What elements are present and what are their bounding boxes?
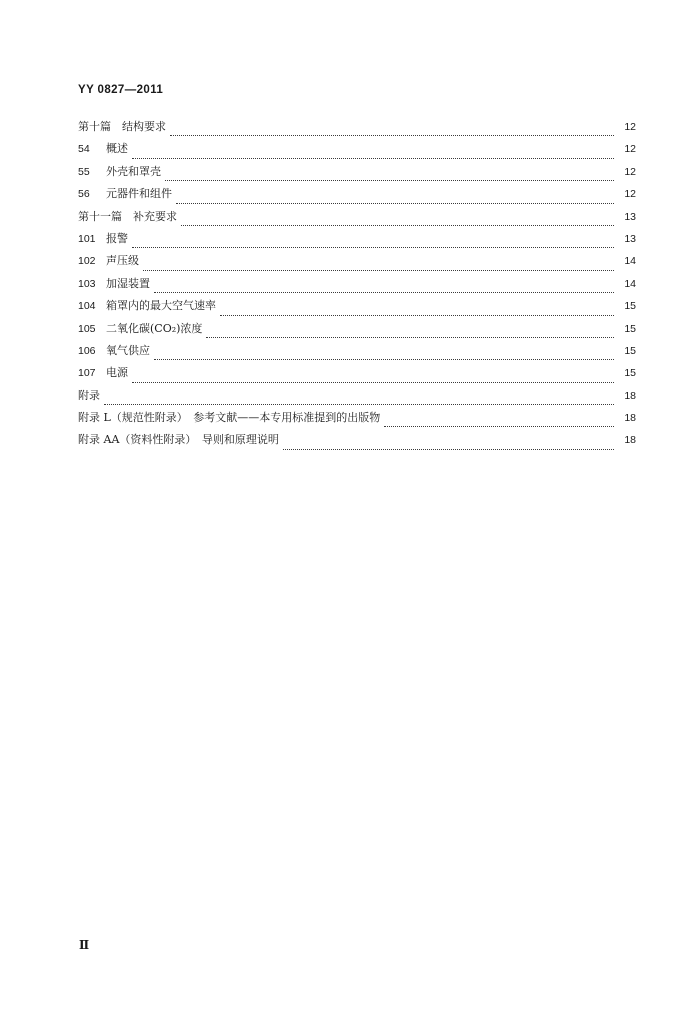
toc-leader-dots [132,158,614,159]
toc-entry-page: 18 [624,389,636,402]
toc-entry-number: 56 [78,188,90,201]
toc-entry[interactable] [78,230,636,252]
toc-entry-title: 外壳和罩壳 [106,164,161,178]
toc-entry-title: 箱罩内的最大空气速率 [106,299,216,313]
toc-entry[interactable] [78,297,636,319]
toc-leader-dots [165,180,614,181]
toc-leader-dots [206,337,614,338]
toc-entry-number: 54 [78,143,90,156]
toc-entry-page: 15 [624,322,636,335]
toc-entry-page: 18 [624,412,636,425]
toc-entry-title: 声压级 [106,254,139,268]
toc-entry-number: 106 [78,344,96,357]
toc-entry-title: 第十篇 结构要求 [78,120,166,133]
toc-entry[interactable] [78,387,636,409]
page-number: Ⅱ [79,938,90,952]
toc-leader-dots [384,426,614,427]
toc-entry-title: 报警 [106,231,128,245]
toc-leader-dots [132,247,614,248]
toc-entry-title: 二氧化碳(CO₂)浓度 [106,321,203,335]
toc-leader-dots [220,315,614,316]
toc-entry-page: 14 [624,277,636,290]
toc-entry-number: 102 [78,255,96,268]
toc-leader-dots [176,203,614,204]
toc-entry-title: 氧气供应 [106,343,150,357]
toc-entry[interactable] [78,208,636,230]
toc-entry-title: 附录 AA（资料性附录） 导则和原理说明 [78,433,279,447]
toc-leader-dots [170,135,614,136]
toc-entry-title: 附录 L（规范性附录） 参考文献——本专用标准提到的出版物 [78,411,381,425]
toc-entry-page: 18 [624,434,636,447]
toc-entry-page: 13 [624,210,636,223]
toc-entry[interactable] [78,163,636,185]
toc-entry-page: 14 [624,255,636,268]
toc-leader-dots [104,404,614,405]
toc-entry[interactable] [78,252,636,274]
toc-entry-title: 电源 [106,366,128,380]
toc-entry-page: 15 [624,344,636,357]
toc-entry-page: 15 [624,367,636,380]
toc-entry-title: 附录 [78,388,100,402]
toc-leader-dots [283,449,614,450]
toc-entry-page: 12 [624,165,636,178]
toc-leader-dots [181,225,614,226]
toc-entry-page: 12 [624,188,636,201]
toc-entry[interactable] [78,275,636,297]
toc-leader-dots [143,270,614,271]
toc-leader-dots [132,382,614,383]
toc-entry-number: 107 [78,367,96,380]
toc-entry[interactable] [78,320,636,342]
standard-code: YY 0827—2011 [78,84,164,96]
toc-entry[interactable] [78,342,636,364]
toc-entry-number: 104 [78,300,96,313]
toc-entry-number: 105 [78,322,96,335]
toc-entry[interactable] [78,185,636,207]
toc-entry-number: 103 [78,277,96,290]
toc-entry-page: 12 [624,121,636,133]
toc-entry-number: 55 [78,165,90,178]
toc-entry-page: 13 [624,232,636,245]
toc-entry-title: 元器件和组件 [106,187,172,201]
toc-leader-dots [154,359,614,360]
toc-entry-number: 101 [78,232,96,245]
toc-entry-page: 15 [624,300,636,313]
table-of-contents [78,118,636,454]
standard-code-header [78,84,163,96]
toc-entry-title: 加湿装置 [106,276,150,290]
toc-entry-title: 第十一篇 补充要求 [78,209,177,223]
toc-entry[interactable] [78,431,636,453]
toc-entry[interactable] [78,118,636,140]
toc-entry[interactable] [78,409,636,431]
toc-entry-page: 12 [624,143,636,156]
toc-leader-dots [154,292,614,293]
toc-entry[interactable] [78,364,636,386]
toc-entry[interactable] [78,140,636,162]
toc-entry-title: 概述 [106,142,128,156]
